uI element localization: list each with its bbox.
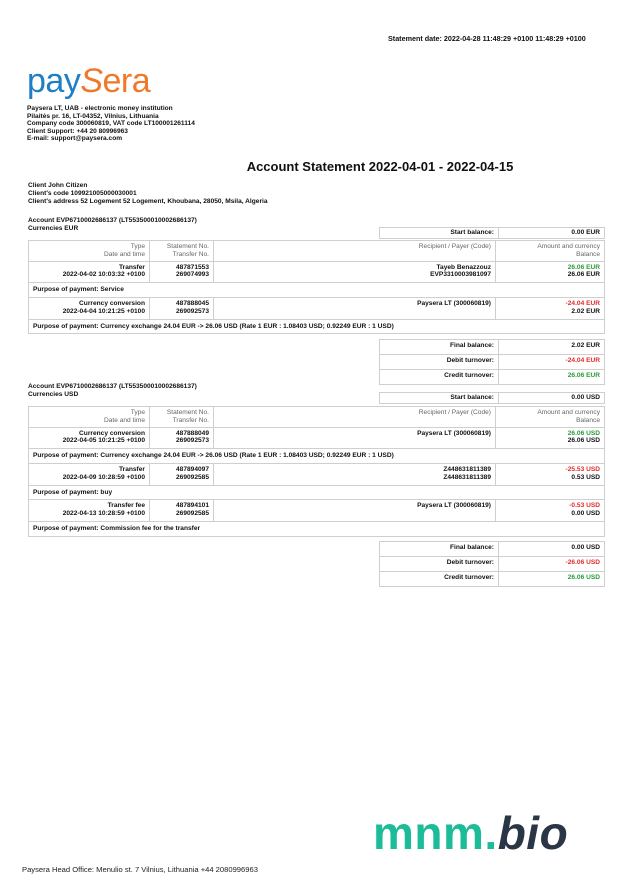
cell-text: Amount and currency bbox=[537, 409, 600, 416]
cell-text: Paysera LT (300060819) bbox=[417, 299, 491, 307]
cell-text: -0.53 USD bbox=[569, 502, 600, 510]
cell-text: Date and time bbox=[103, 416, 145, 424]
table-row bbox=[29, 261, 605, 283]
tx-amount-balance bbox=[496, 297, 605, 319]
cell-text: Statement No. bbox=[166, 409, 209, 416]
purpose-row: Purpose of payment: Commission fee for the transfer bbox=[29, 521, 605, 536]
col-stmt-transfer bbox=[150, 407, 214, 428]
cell-text: Recipient / Payer (Code) bbox=[418, 409, 491, 416]
cell-text: 26.06 USD bbox=[567, 437, 600, 445]
cell-text: 487888049 bbox=[175, 429, 209, 437]
cell-text: Currency conversion bbox=[79, 429, 145, 437]
table-row bbox=[29, 463, 605, 485]
cell-text: 26.06 EUR bbox=[567, 271, 600, 279]
cell-text: 269092573 bbox=[175, 437, 209, 445]
cell-text: 487871553 bbox=[175, 263, 209, 271]
summary-table-usd bbox=[379, 541, 605, 587]
final-balance-label: Final balance: bbox=[380, 542, 499, 557]
company-line: Company code 300060819, VAT code LT100001261114 bbox=[27, 120, 195, 128]
credit-turnover-label: Credit turnover: bbox=[380, 572, 499, 587]
statement-date: Statement date: 2022-04-28 11:48:29 +0100 11:48:29 +0100 bbox=[388, 34, 586, 43]
tx-type-date bbox=[29, 463, 150, 485]
col-amount-balance bbox=[496, 407, 605, 428]
cell-text: 487894101 bbox=[175, 502, 209, 510]
tx-numbers bbox=[150, 427, 214, 449]
purpose-row: Purpose of payment: Currency exchange 24.04 EUR -> 26.06 USD (Rate 1 EUR : 1.08403 USD; 0.92249 EUR : 1 USD) bbox=[29, 449, 605, 464]
cell-text: Balance bbox=[576, 250, 600, 258]
client-info bbox=[28, 182, 268, 206]
cell-text: 269092585 bbox=[175, 510, 209, 518]
debit-turnover-label: Debit turnover: bbox=[380, 355, 499, 370]
cell-text: 2022-04-09 10:28:59 +0100 bbox=[62, 473, 145, 481]
cell-text: Paysera LT (300060819) bbox=[417, 502, 491, 510]
company-info bbox=[27, 105, 195, 143]
company-line: E-mail: support@paysera.com bbox=[27, 135, 123, 143]
tx-amount-balance bbox=[496, 427, 605, 449]
cell-text: 2022-04-13 10:28:59 +0100 bbox=[62, 510, 145, 518]
debit-turnover-label: Debit turnover: bbox=[380, 557, 499, 572]
client-name: Client John Citizen bbox=[28, 182, 88, 189]
watermark-part1: mnm. bbox=[373, 807, 498, 859]
col-stmt-transfer bbox=[150, 241, 214, 262]
credit-turnover-value: 26.06 USD bbox=[499, 572, 605, 587]
cell-text: Z448631811389 bbox=[443, 473, 491, 481]
debit-turnover-value: -24.04 EUR bbox=[499, 355, 605, 370]
start-balance-value: 0.00 USD bbox=[499, 393, 605, 404]
col-type-date bbox=[29, 241, 150, 262]
start-balance-label: Start balance: bbox=[380, 228, 499, 239]
account-header-usd bbox=[28, 383, 197, 398]
logo-era-text: era bbox=[102, 62, 151, 100]
final-balance-label: Final balance: bbox=[380, 340, 499, 355]
transactions-table-usd bbox=[28, 406, 605, 537]
cell-text: 2022-04-05 10:21:25 +0100 bbox=[62, 437, 145, 445]
company-line: Client Support: +44 20 80996963 bbox=[27, 127, 128, 135]
start-balance-value: 0.00 EUR bbox=[499, 228, 605, 239]
tx-numbers bbox=[150, 500, 214, 522]
cell-text: 2022-04-04 10:21:25 +0100 bbox=[62, 307, 145, 315]
cell-text: Z448631811389 bbox=[443, 465, 491, 473]
cell-text: 2022-04-02 10:03:32 +0100 bbox=[62, 271, 145, 279]
transactions-table-eur bbox=[28, 240, 605, 334]
col-amount-balance bbox=[496, 241, 605, 262]
cell-text: -24.04 EUR bbox=[565, 299, 600, 307]
account-header-eur bbox=[28, 217, 197, 232]
cell-text: 487888045 bbox=[175, 299, 209, 307]
tx-numbers bbox=[150, 463, 214, 485]
col-type-date bbox=[29, 407, 150, 428]
tx-type-date bbox=[29, 427, 150, 449]
cell-text: Transfer fee bbox=[107, 502, 145, 510]
start-balance-table-usd bbox=[379, 392, 605, 404]
tx-type-date bbox=[29, 261, 150, 283]
tx-recipient bbox=[214, 297, 496, 319]
cell-text: Tayeb Benazzouz bbox=[436, 263, 491, 271]
account-number: Account EVP6710002686137 (LT553500010002686137) bbox=[28, 383, 197, 390]
cell-text: Type bbox=[130, 243, 145, 250]
cell-text: Amount and currency bbox=[537, 243, 600, 250]
col-recipient bbox=[214, 407, 496, 428]
table-row bbox=[29, 500, 605, 522]
cell-text: 26.06 USD bbox=[567, 429, 600, 437]
watermark-logo bbox=[373, 806, 568, 860]
debit-turnover-value: -26.06 USD bbox=[499, 557, 605, 572]
cell-text: Date and time bbox=[103, 250, 145, 258]
summary-table-eur bbox=[379, 339, 605, 385]
company-line: Paysera LT, UAB - electronic money institution bbox=[27, 105, 173, 112]
cell-text: 487894097 bbox=[175, 465, 209, 473]
table-header bbox=[29, 241, 605, 262]
tx-type-date bbox=[29, 297, 150, 319]
tx-type-date bbox=[29, 500, 150, 522]
tx-recipient bbox=[214, 261, 496, 283]
credit-turnover-value: 26.06 EUR bbox=[499, 370, 605, 385]
table-row bbox=[29, 297, 605, 319]
client-address: Client's address 52 Logement 52 Logement, Khoubana, 28050, Msila, Algeria bbox=[28, 198, 268, 206]
final-balance-value: 0.00 USD bbox=[499, 542, 605, 557]
paysera-logo bbox=[27, 64, 150, 98]
purpose-row: Purpose of payment: Service bbox=[29, 283, 605, 298]
cell-text: 0.00 USD bbox=[571, 510, 600, 518]
table-header bbox=[29, 407, 605, 428]
company-line: Pilaitės pr. 16, LT-04352, Vilnius, Lithuania bbox=[27, 112, 159, 120]
cell-text: 26.06 EUR bbox=[567, 263, 600, 271]
tx-amount-balance bbox=[496, 261, 605, 283]
tx-amount-balance bbox=[496, 463, 605, 485]
account-number: Account EVP6710002686137 (LT553500010002686137) bbox=[28, 217, 197, 224]
cell-text: 269092585 bbox=[175, 473, 209, 481]
tx-numbers bbox=[150, 261, 214, 283]
col-recipient bbox=[214, 241, 496, 262]
start-balance-label: Start balance: bbox=[380, 393, 499, 404]
cell-text: Type bbox=[130, 409, 145, 416]
account-currency: Currencies EUR bbox=[28, 224, 79, 232]
cell-text: Balance bbox=[576, 416, 600, 424]
start-balance-table-eur bbox=[379, 227, 605, 239]
tx-recipient bbox=[214, 427, 496, 449]
cell-text: Transfer No. bbox=[172, 250, 209, 258]
purpose-row: Purpose of payment: buy bbox=[29, 485, 605, 500]
purpose-row: Purpose of payment: Currency exchange 24.04 EUR -> 26.06 USD (Rate 1 EUR : 1.08403 USD; 0.92249 EUR : 1 USD) bbox=[29, 319, 605, 334]
table-row bbox=[29, 427, 605, 449]
cell-text: 2.02 EUR bbox=[571, 307, 600, 315]
cell-text: 269092573 bbox=[175, 307, 209, 315]
logo-pay-text: pay bbox=[27, 62, 81, 100]
cell-text: Currency conversion bbox=[79, 299, 145, 307]
cell-text: Statement No. bbox=[166, 243, 209, 250]
watermark-part2: bio bbox=[497, 807, 569, 859]
cell-text: Paysera LT (300060819) bbox=[417, 429, 491, 437]
logo-s-text: S bbox=[80, 62, 103, 100]
cell-text: Transfer bbox=[118, 465, 145, 473]
page-title bbox=[0, 159, 632, 174]
final-balance-value: 2.02 EUR bbox=[499, 340, 605, 355]
tx-recipient bbox=[214, 500, 496, 522]
cell-text: Transfer No. bbox=[172, 416, 209, 424]
cell-text: -25.53 USD bbox=[565, 465, 600, 473]
tx-amount-balance bbox=[496, 500, 605, 522]
tx-numbers bbox=[150, 297, 214, 319]
account-currency: Currencies USD bbox=[28, 390, 79, 398]
cell-text: Transfer bbox=[118, 263, 145, 271]
cell-text: EVP3310003981097 bbox=[430, 271, 491, 279]
footer-address: Paysera Head Office: Menulio st. 7 Vilnius, Lithuania +44 2080996963 bbox=[22, 865, 258, 874]
credit-turnover-label: Credit turnover: bbox=[380, 370, 499, 385]
cell-text: 0.53 USD bbox=[571, 473, 600, 481]
client-code: Client's code 109921005000030001 bbox=[28, 189, 137, 197]
cell-text: 269074993 bbox=[175, 271, 209, 279]
cell-text: Recipient / Payer (Code) bbox=[418, 243, 491, 250]
tx-recipient bbox=[214, 463, 496, 485]
page-title-text: Account Statement 2022-04-01 - 2022-04-15 bbox=[246, 159, 514, 174]
